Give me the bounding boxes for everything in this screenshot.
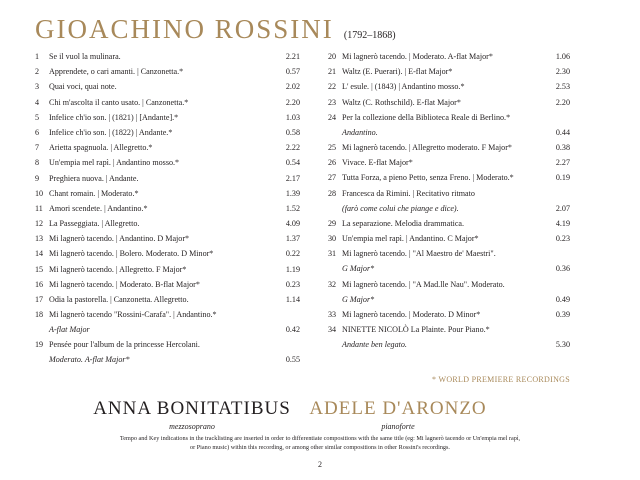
track-number: 2 [35,67,40,77]
tracklist-left-column [35,52,300,371]
track-number: 33 [328,309,337,319]
track-duration: 0.44 [555,127,570,137]
track-title: Infelice ch'io son. | (1821) | [Andante].* [49,112,179,122]
track-row [328,325,570,355]
artist-role: mezzosoprano [169,422,215,431]
track-row [328,143,570,158]
composer-name: GIOACHINO ROSSINI [35,14,334,44]
track-number: 19 [35,340,44,350]
track-body [342,189,570,214]
track-duration: 2.07 [555,203,570,213]
track-row [35,128,300,143]
track-row [328,189,570,219]
track-body [342,82,570,92]
tempo-footnote [35,434,605,452]
track-title: Se il vuol la mulinara. [49,52,121,61]
track-row [35,295,300,310]
track-number: 32 [328,279,337,289]
track-body [342,158,570,168]
track-row [328,113,570,143]
artist-singer [92,398,292,431]
track-row [35,52,300,67]
track-number: 27 [328,173,337,183]
track-body [342,173,570,183]
track-body [49,98,300,108]
track-row [328,82,570,97]
track-row [328,52,570,67]
track-row [328,158,570,173]
artist-pianist [298,398,498,431]
track-row [35,174,300,189]
track-title: Preghiera nuova. | Andante. [49,173,139,183]
track-row [328,249,570,279]
track-row [35,82,300,97]
track-duration: 0.36 [555,264,570,274]
track-duration: 0.54 [285,158,300,168]
track-row [35,265,300,280]
track-number: 24 [328,112,337,122]
track-number: 16 [35,279,44,289]
track-number: 31 [328,249,337,259]
track-title: Mi lagnerò tacendo. | Moderato. B-flat Major* [49,279,200,289]
track-body [49,189,300,199]
track-body [342,219,570,229]
track-body [49,340,300,365]
track-row [328,280,570,310]
track-number: 20 [328,52,337,61]
track-title: Per la collezione della Biblioteca Reale di Berlino.* [342,112,511,122]
track-row [35,143,300,158]
track-number: 13 [35,234,44,244]
track-number: 14 [35,249,44,259]
track-title: Mi lagnerò tacendo. | "Al Maestro de' Maestri". [342,249,496,259]
footnote-line-1: Tempo and Key indications in the tracklisting are inserted in order to differentiate compositions with the same title (eg: Mi lagnerò tacendo or Un'empia mel rapì, [119,435,521,442]
track-title: Arietta spagnuola. | Allegretto.* [49,143,153,153]
track-title: La Passeggiata. | Allegretto. [49,219,140,229]
track-title: Un'empia mel rapì. | Andantino mosso.* [49,158,180,168]
tracklist-right-column [328,52,570,355]
track-duration: 2.27 [555,158,570,168]
track-duration: 1.14 [285,295,300,304]
track-body [49,67,300,77]
track-duration: 2.17 [285,173,300,183]
track-body [49,219,300,229]
track-body [49,113,300,123]
track-title: Tutta Forza, a pieno Petto, senza Freno. | Moderato.* [342,173,514,183]
track-number: 10 [35,188,44,198]
track-body [342,310,570,320]
track-number: 18 [35,310,44,320]
track-title: NINETTE NICOLÒ La Plainte. Pour Piano.* [342,325,490,335]
track-title: Mi lagnerò tacendo. | "A Mad.lle Nau". Moderato. [342,279,505,289]
track-title: Amori scendete. | Andantino.* [49,203,148,213]
track-title: Waltz (E. Puerari). | E-flat Major* [342,67,453,77]
track-title: Quai voci, quai note. [49,82,117,92]
artist-name: ANNA BONITATIBUS [93,398,291,419]
track-duration: 2.20 [555,97,570,107]
premiere-note: * WORLD PREMIERE RECORDINGS [432,375,570,384]
track-body [342,52,570,62]
track-row [35,158,300,173]
track-number: 5 [35,112,40,122]
track-body [342,113,570,138]
track-title-continued: Moderato. A-flat Major* [49,355,130,365]
track-row [35,219,300,234]
track-number: 34 [328,325,337,335]
track-number: 6 [35,127,40,137]
track-duration: 2.02 [285,82,300,92]
track-body [49,128,300,138]
track-row [35,113,300,128]
track-body [49,265,300,275]
track-title: Vivace. E-flat Major* [342,158,413,168]
track-number: 9 [35,173,40,183]
track-body [342,234,570,244]
track-title: Infelice ch'io son. | (1822) | Andante.* [49,127,173,137]
track-title: Waltz (C. Rothschild). E-flat Major* [342,97,461,107]
track-duration: 0.55 [285,355,300,365]
track-title: L' esule. | (1843) | Andantino mosso.* [342,82,465,92]
track-title: Apprendete, o cari amanti. | Canzonetta.* [49,67,184,77]
track-body [49,295,300,305]
track-number: 23 [328,97,337,107]
track-duration: 0.49 [555,294,570,304]
track-number: 22 [328,82,337,92]
track-title: Chi m'ascolta il canto usato. | Canzonetta.* [49,97,189,107]
track-body [49,52,300,62]
track-title-continued: A-flat Major [49,325,90,335]
track-duration: 0.57 [285,67,300,77]
track-number: 8 [35,158,40,168]
track-duration: 1.37 [285,234,300,244]
page-number: 2 [318,460,322,469]
track-body [49,280,300,290]
track-duration: 0.22 [285,249,300,259]
track-duration: 1.39 [285,188,300,198]
track-body [49,82,300,92]
track-number: 21 [328,67,337,77]
track-number: 17 [35,295,44,304]
track-row [328,234,570,249]
track-number: 26 [328,158,337,168]
track-body [49,143,300,153]
track-duration: 0.19 [555,173,570,183]
track-title-continued: Andantino. [342,127,378,137]
track-body [49,204,300,214]
track-duration: 0.23 [555,234,570,244]
track-row [328,219,570,234]
track-title: Pensée pour l'album de la princesse Hercolani. [49,340,200,350]
track-body [49,174,300,184]
track-row [35,204,300,219]
track-title-continued: G Major* [342,264,375,274]
track-duration: 0.38 [555,143,570,153]
track-body [49,249,300,259]
track-number: 1 [35,52,40,61]
track-number: 29 [328,218,337,228]
track-duration: 2.22 [285,143,300,153]
track-duration: 1.06 [555,52,570,61]
composer-dates: (1792–1868) [343,30,396,41]
track-duration: 4.19 [555,218,570,228]
track-duration: 2.53 [555,82,570,92]
track-title-continued: G Major* [342,294,375,304]
track-body [49,310,300,335]
track-row [35,67,300,82]
track-number: 15 [35,264,44,274]
track-title-continued: Andante ben legato. [342,340,407,350]
track-row [328,310,570,325]
track-number: 25 [328,143,337,153]
track-duration: 2.21 [285,52,300,61]
track-title: Un'empia mel rapì. | Andantino. C Major* [342,234,479,244]
track-duration: 0.23 [285,279,300,289]
track-duration: 0.42 [285,325,300,335]
track-title: Mi lagnerò tacendo. | Andantino. D Major* [49,234,190,244]
track-duration: 4.09 [285,219,300,229]
track-title: Mi lagnerò tacendo. | Moderato. A-flat Major* [342,52,493,61]
track-title: Mi lagnerò tacendo. | Moderato. D Minor* [342,309,481,319]
track-title: Mi lagnerò tacendo. | Allegretto moderato. F Major* [342,143,512,153]
track-title: Mi lagnerò tacendo. | Bolero. Moderato. D Minor* [49,249,214,259]
track-number: 3 [35,82,40,92]
track-body [342,67,570,77]
track-duration: 0.39 [555,309,570,319]
track-row [328,98,570,113]
track-body [49,158,300,168]
track-title: Odia la pastorella. | Canzonetta. Allegretto. [49,295,189,304]
track-number: 30 [328,234,337,244]
track-body [342,249,570,274]
track-number: 7 [35,143,40,153]
track-body [342,98,570,108]
track-row [328,67,570,82]
track-title: Mi lagnerò tacendo "Rossini-Carafa". | Andantino.* [49,310,217,320]
track-number: 4 [35,97,40,107]
track-title: Francesca da Rimini. | Recitativo ritmato [342,188,475,198]
track-number: 11 [35,203,43,213]
track-number: 28 [328,188,337,198]
track-title-continued: (farò come colui che piange e dice). [342,203,459,213]
track-body [342,280,570,305]
track-row [328,173,570,188]
track-row [35,249,300,264]
track-number: 12 [35,219,44,229]
footnote-line-2: or Piano music) within this recording, or among other similar compositions in other Rossini's recordings. [190,444,450,451]
track-title: Chant romain. | Moderato.* [49,188,139,198]
track-duration: 1.52 [285,203,300,213]
track-title: La separazione. Melodia drammatica. [342,218,465,228]
track-body [342,325,570,350]
artist-name: ADELE D'ARONZO [309,398,487,419]
track-row [35,310,300,340]
track-body [342,143,570,153]
track-duration: 1.03 [285,112,300,122]
track-row [35,98,300,113]
track-duration: 0.58 [285,127,300,137]
track-duration: 1.19 [285,264,300,274]
track-duration: 5.30 [555,340,570,350]
track-row [35,234,300,249]
track-row [35,340,300,370]
track-duration: 2.30 [555,67,570,77]
track-body [49,234,300,244]
track-row [35,189,300,204]
track-row [35,280,300,295]
artist-role: pianoforte [381,422,415,431]
track-title: Mi lagnerò tacendo. | Allegretto. F Major* [49,264,187,274]
page-header [35,14,396,45]
track-duration: 2.20 [285,97,300,107]
